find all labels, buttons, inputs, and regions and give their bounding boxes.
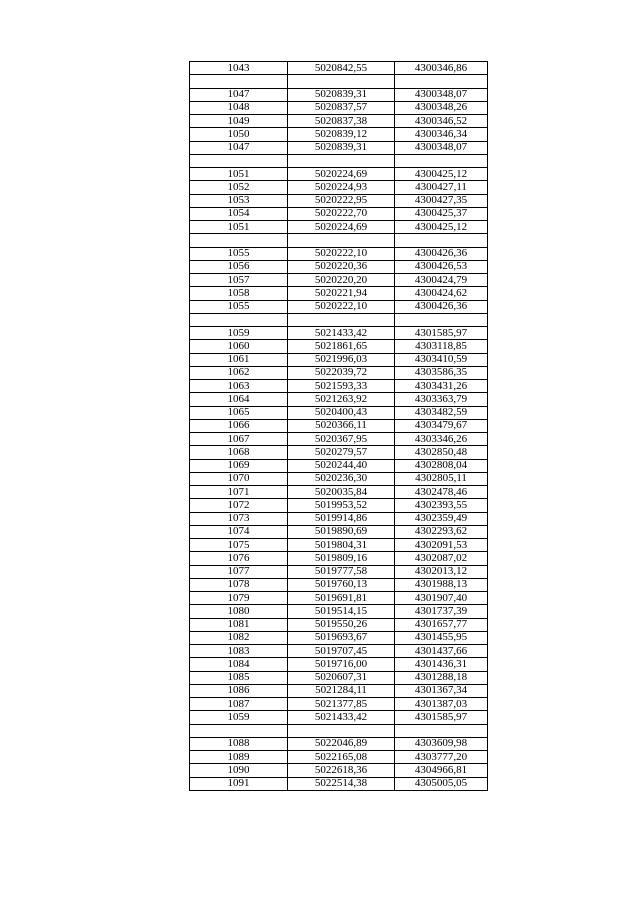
y-coordinate-cell: 4302850,48	[395, 446, 488, 459]
table-row	[190, 578, 488, 591]
y-coordinate-cell: 4302808,04	[395, 459, 488, 472]
table-row	[190, 287, 488, 300]
table-row	[190, 115, 488, 128]
y-coordinate-cell: 4302805,11	[395, 472, 488, 485]
table-row	[190, 419, 488, 432]
point-number-cell: 1076	[190, 552, 288, 565]
point-number-cell: 1071	[190, 486, 288, 499]
x-coordinate-cell: 5019693,67	[288, 631, 395, 644]
x-coordinate-cell: 5019716,00	[288, 658, 395, 671]
point-number-cell: 1069	[190, 459, 288, 472]
point-number-cell: 1083	[190, 645, 288, 658]
x-coordinate-cell: 5020837,57	[288, 101, 395, 114]
point-number-cell: 1060	[190, 340, 288, 353]
x-coordinate-cell: 5021284,11	[288, 684, 395, 697]
table-row	[190, 433, 488, 446]
x-coordinate-cell: 5020220,20	[288, 274, 395, 287]
point-number-cell: 1059	[190, 711, 288, 724]
y-coordinate-cell: 4302359,49	[395, 512, 488, 525]
x-coordinate-cell: 5020839,12	[288, 128, 395, 141]
point-number-cell: 1062	[190, 366, 288, 379]
point-number-cell: 1043	[190, 62, 288, 75]
x-coordinate-cell: 5020222,10	[288, 300, 395, 313]
point-number-cell: 1058	[190, 287, 288, 300]
table-row	[190, 565, 488, 578]
table-row	[190, 62, 488, 75]
table-row	[190, 141, 488, 154]
table-row	[190, 737, 488, 750]
point-number-cell: 1084	[190, 658, 288, 671]
x-coordinate-cell	[288, 75, 395, 88]
point-number-cell	[190, 724, 288, 737]
point-number-cell: 1064	[190, 393, 288, 406]
y-coordinate-cell: 4301455,95	[395, 631, 488, 644]
point-number-cell: 1049	[190, 115, 288, 128]
y-coordinate-cell: 4300348,07	[395, 88, 488, 101]
table-row	[190, 631, 488, 644]
table-row	[190, 459, 488, 472]
x-coordinate-cell: 5020244,40	[288, 459, 395, 472]
x-coordinate-cell	[288, 724, 395, 737]
y-coordinate-cell: 4300346,34	[395, 128, 488, 141]
x-coordinate-cell: 5020224,93	[288, 181, 395, 194]
point-number-cell: 1063	[190, 380, 288, 393]
table-row	[190, 353, 488, 366]
x-coordinate-cell: 5020607,31	[288, 671, 395, 684]
point-number-cell: 1053	[190, 194, 288, 207]
x-coordinate-cell: 5021996,03	[288, 353, 395, 366]
x-coordinate-cell: 5021433,42	[288, 711, 395, 724]
x-coordinate-cell: 5019777,58	[288, 565, 395, 578]
x-coordinate-cell: 5020035,84	[288, 486, 395, 499]
point-number-cell: 1052	[190, 181, 288, 194]
y-coordinate-cell	[395, 234, 488, 247]
point-number-cell: 1061	[190, 353, 288, 366]
y-coordinate-cell: 4301657,77	[395, 618, 488, 631]
table-row	[190, 194, 488, 207]
y-coordinate-cell: 4302393,55	[395, 499, 488, 512]
x-coordinate-cell: 5021263,92	[288, 393, 395, 406]
point-number-cell: 1087	[190, 698, 288, 711]
y-coordinate-cell: 4300426,36	[395, 300, 488, 313]
table-row	[190, 671, 488, 684]
y-coordinate-cell: 4300424,79	[395, 274, 488, 287]
y-coordinate-cell: 4303410,59	[395, 353, 488, 366]
x-coordinate-cell: 5019760,13	[288, 578, 395, 591]
table-row	[190, 724, 488, 737]
x-coordinate-cell: 5020842,55	[288, 62, 395, 75]
y-coordinate-cell: 4301988,13	[395, 578, 488, 591]
table-row	[190, 75, 488, 88]
x-coordinate-cell: 5022165,08	[288, 751, 395, 764]
x-coordinate-cell: 5019707,45	[288, 645, 395, 658]
y-coordinate-cell: 4301436,31	[395, 658, 488, 671]
point-number-cell: 1055	[190, 300, 288, 313]
point-number-cell: 1077	[190, 565, 288, 578]
y-coordinate-cell: 4301367,34	[395, 684, 488, 697]
y-coordinate-cell	[395, 313, 488, 326]
y-coordinate-cell: 4303346,26	[395, 433, 488, 446]
table-row	[190, 168, 488, 181]
y-coordinate-cell: 4305005,05	[395, 777, 488, 790]
y-coordinate-cell: 4301288,18	[395, 671, 488, 684]
table-row	[190, 393, 488, 406]
x-coordinate-cell: 5021433,42	[288, 327, 395, 340]
table-row	[190, 777, 488, 790]
point-number-cell: 1056	[190, 260, 288, 273]
x-coordinate-cell: 5020221,94	[288, 287, 395, 300]
y-coordinate-cell: 4302091,53	[395, 539, 488, 552]
point-number-cell: 1079	[190, 592, 288, 605]
point-number-cell: 1048	[190, 101, 288, 114]
table-row	[190, 260, 488, 273]
table-row	[190, 605, 488, 618]
point-number-cell: 1088	[190, 737, 288, 750]
point-number-cell	[190, 75, 288, 88]
y-coordinate-cell: 4300346,86	[395, 62, 488, 75]
table-row	[190, 684, 488, 697]
x-coordinate-cell: 5020222,70	[288, 207, 395, 220]
x-coordinate-cell: 5019804,31	[288, 539, 395, 552]
x-coordinate-cell: 5020837,38	[288, 115, 395, 128]
point-number-cell: 1074	[190, 525, 288, 538]
table-row	[190, 539, 488, 552]
y-coordinate-cell: 4303363,79	[395, 393, 488, 406]
point-number-cell: 1091	[190, 777, 288, 790]
table-row	[190, 472, 488, 485]
table-row	[190, 446, 488, 459]
point-number-cell: 1050	[190, 128, 288, 141]
y-coordinate-cell	[395, 75, 488, 88]
y-coordinate-cell: 4300348,07	[395, 141, 488, 154]
y-coordinate-cell: 4304966,81	[395, 764, 488, 777]
y-coordinate-cell: 4303479,67	[395, 419, 488, 432]
x-coordinate-cell: 5019550,26	[288, 618, 395, 631]
y-coordinate-cell: 4302013,12	[395, 565, 488, 578]
point-number-cell: 1067	[190, 433, 288, 446]
x-coordinate-cell: 5019890,69	[288, 525, 395, 538]
table-row	[190, 552, 488, 565]
y-coordinate-cell: 4302293,62	[395, 525, 488, 538]
y-coordinate-cell: 4300425,37	[395, 207, 488, 220]
point-number-cell: 1078	[190, 578, 288, 591]
table-row	[190, 234, 488, 247]
point-number-cell: 1055	[190, 247, 288, 260]
coordinates-table	[189, 61, 488, 791]
x-coordinate-cell: 5019514,15	[288, 605, 395, 618]
y-coordinate-cell: 4300427,35	[395, 194, 488, 207]
point-number-cell	[190, 154, 288, 167]
table-row	[190, 592, 488, 605]
x-coordinate-cell	[288, 313, 395, 326]
x-coordinate-cell: 5022514,38	[288, 777, 395, 790]
point-number-cell: 1089	[190, 751, 288, 764]
point-number-cell: 1047	[190, 88, 288, 101]
point-number-cell: 1070	[190, 472, 288, 485]
table-row	[190, 512, 488, 525]
y-coordinate-cell: 4300425,12	[395, 168, 488, 181]
point-number-cell: 1072	[190, 499, 288, 512]
y-coordinate-cell: 4301585,97	[395, 327, 488, 340]
point-number-cell: 1054	[190, 207, 288, 220]
y-coordinate-cell: 4302087,02	[395, 552, 488, 565]
y-coordinate-cell: 4303482,59	[395, 406, 488, 419]
coordinates-table-body	[190, 62, 488, 791]
table-row	[190, 327, 488, 340]
y-coordinate-cell: 4301907,40	[395, 592, 488, 605]
table-row	[190, 698, 488, 711]
x-coordinate-cell: 5019914,86	[288, 512, 395, 525]
x-coordinate-cell	[288, 154, 395, 167]
x-coordinate-cell: 5020222,95	[288, 194, 395, 207]
y-coordinate-cell: 4300426,36	[395, 247, 488, 260]
table-row	[190, 499, 488, 512]
x-coordinate-cell: 5020367,95	[288, 433, 395, 446]
x-coordinate-cell: 5020400,43	[288, 406, 395, 419]
x-coordinate-cell: 5022046,89	[288, 737, 395, 750]
table-row	[190, 764, 488, 777]
point-number-cell: 1082	[190, 631, 288, 644]
y-coordinate-cell: 4300348,26	[395, 101, 488, 114]
x-coordinate-cell: 5020222,10	[288, 247, 395, 260]
y-coordinate-cell: 4301737,39	[395, 605, 488, 618]
point-number-cell: 1059	[190, 327, 288, 340]
x-coordinate-cell: 5019953,52	[288, 499, 395, 512]
y-coordinate-cell: 4300346,52	[395, 115, 488, 128]
x-coordinate-cell: 5020279,57	[288, 446, 395, 459]
point-number-cell: 1066	[190, 419, 288, 432]
y-coordinate-cell: 4303431,26	[395, 380, 488, 393]
point-number-cell: 1073	[190, 512, 288, 525]
x-coordinate-cell: 5020224,69	[288, 168, 395, 181]
point-number-cell: 1090	[190, 764, 288, 777]
table-row	[190, 711, 488, 724]
table-row	[190, 300, 488, 313]
y-coordinate-cell: 4303609,98	[395, 737, 488, 750]
table-row	[190, 751, 488, 764]
y-coordinate-cell: 4301387,03	[395, 698, 488, 711]
x-coordinate-cell: 5020839,31	[288, 88, 395, 101]
x-coordinate-cell: 5022618,36	[288, 764, 395, 777]
x-coordinate-cell: 5021593,33	[288, 380, 395, 393]
y-coordinate-cell: 4300427,11	[395, 181, 488, 194]
x-coordinate-cell: 5020220,36	[288, 260, 395, 273]
x-coordinate-cell: 5020839,31	[288, 141, 395, 154]
y-coordinate-cell	[395, 154, 488, 167]
table-row	[190, 247, 488, 260]
y-coordinate-cell: 4300424,62	[395, 287, 488, 300]
table-row	[190, 128, 488, 141]
x-coordinate-cell: 5020236,30	[288, 472, 395, 485]
table-row	[190, 658, 488, 671]
table-row	[190, 154, 488, 167]
table-row	[190, 274, 488, 287]
y-coordinate-cell: 4300425,12	[395, 221, 488, 234]
table-row	[190, 380, 488, 393]
x-coordinate-cell: 5021377,85	[288, 698, 395, 711]
table-row	[190, 221, 488, 234]
table-row	[190, 88, 488, 101]
table-row	[190, 340, 488, 353]
point-number-cell: 1065	[190, 406, 288, 419]
table-row	[190, 645, 488, 658]
y-coordinate-cell: 4303777,20	[395, 751, 488, 764]
y-coordinate-cell	[395, 724, 488, 737]
y-coordinate-cell: 4301437,66	[395, 645, 488, 658]
table-row	[190, 618, 488, 631]
y-coordinate-cell: 4302478,46	[395, 486, 488, 499]
point-number-cell: 1085	[190, 671, 288, 684]
y-coordinate-cell: 4303586,35	[395, 366, 488, 379]
point-number-cell: 1057	[190, 274, 288, 287]
point-number-cell: 1051	[190, 221, 288, 234]
y-coordinate-cell: 4301585,97	[395, 711, 488, 724]
table-row	[190, 525, 488, 538]
point-number-cell: 1086	[190, 684, 288, 697]
x-coordinate-cell	[288, 234, 395, 247]
point-number-cell: 1068	[190, 446, 288, 459]
x-coordinate-cell: 5021861,65	[288, 340, 395, 353]
point-number-cell: 1047	[190, 141, 288, 154]
y-coordinate-cell: 4303118,85	[395, 340, 488, 353]
point-number-cell: 1081	[190, 618, 288, 631]
point-number-cell: 1080	[190, 605, 288, 618]
point-number-cell	[190, 313, 288, 326]
x-coordinate-cell: 5022039,72	[288, 366, 395, 379]
table-row	[190, 486, 488, 499]
x-coordinate-cell: 5019691,81	[288, 592, 395, 605]
point-number-cell: 1075	[190, 539, 288, 552]
y-coordinate-cell: 4300426,53	[395, 260, 488, 273]
point-number-cell: 1051	[190, 168, 288, 181]
table-row	[190, 181, 488, 194]
x-coordinate-cell: 5019809,16	[288, 552, 395, 565]
table-row	[190, 313, 488, 326]
table-row	[190, 366, 488, 379]
table-row	[190, 101, 488, 114]
table-row	[190, 207, 488, 220]
table-row	[190, 406, 488, 419]
x-coordinate-cell: 5020224,69	[288, 221, 395, 234]
x-coordinate-cell: 5020366,11	[288, 419, 395, 432]
point-number-cell	[190, 234, 288, 247]
